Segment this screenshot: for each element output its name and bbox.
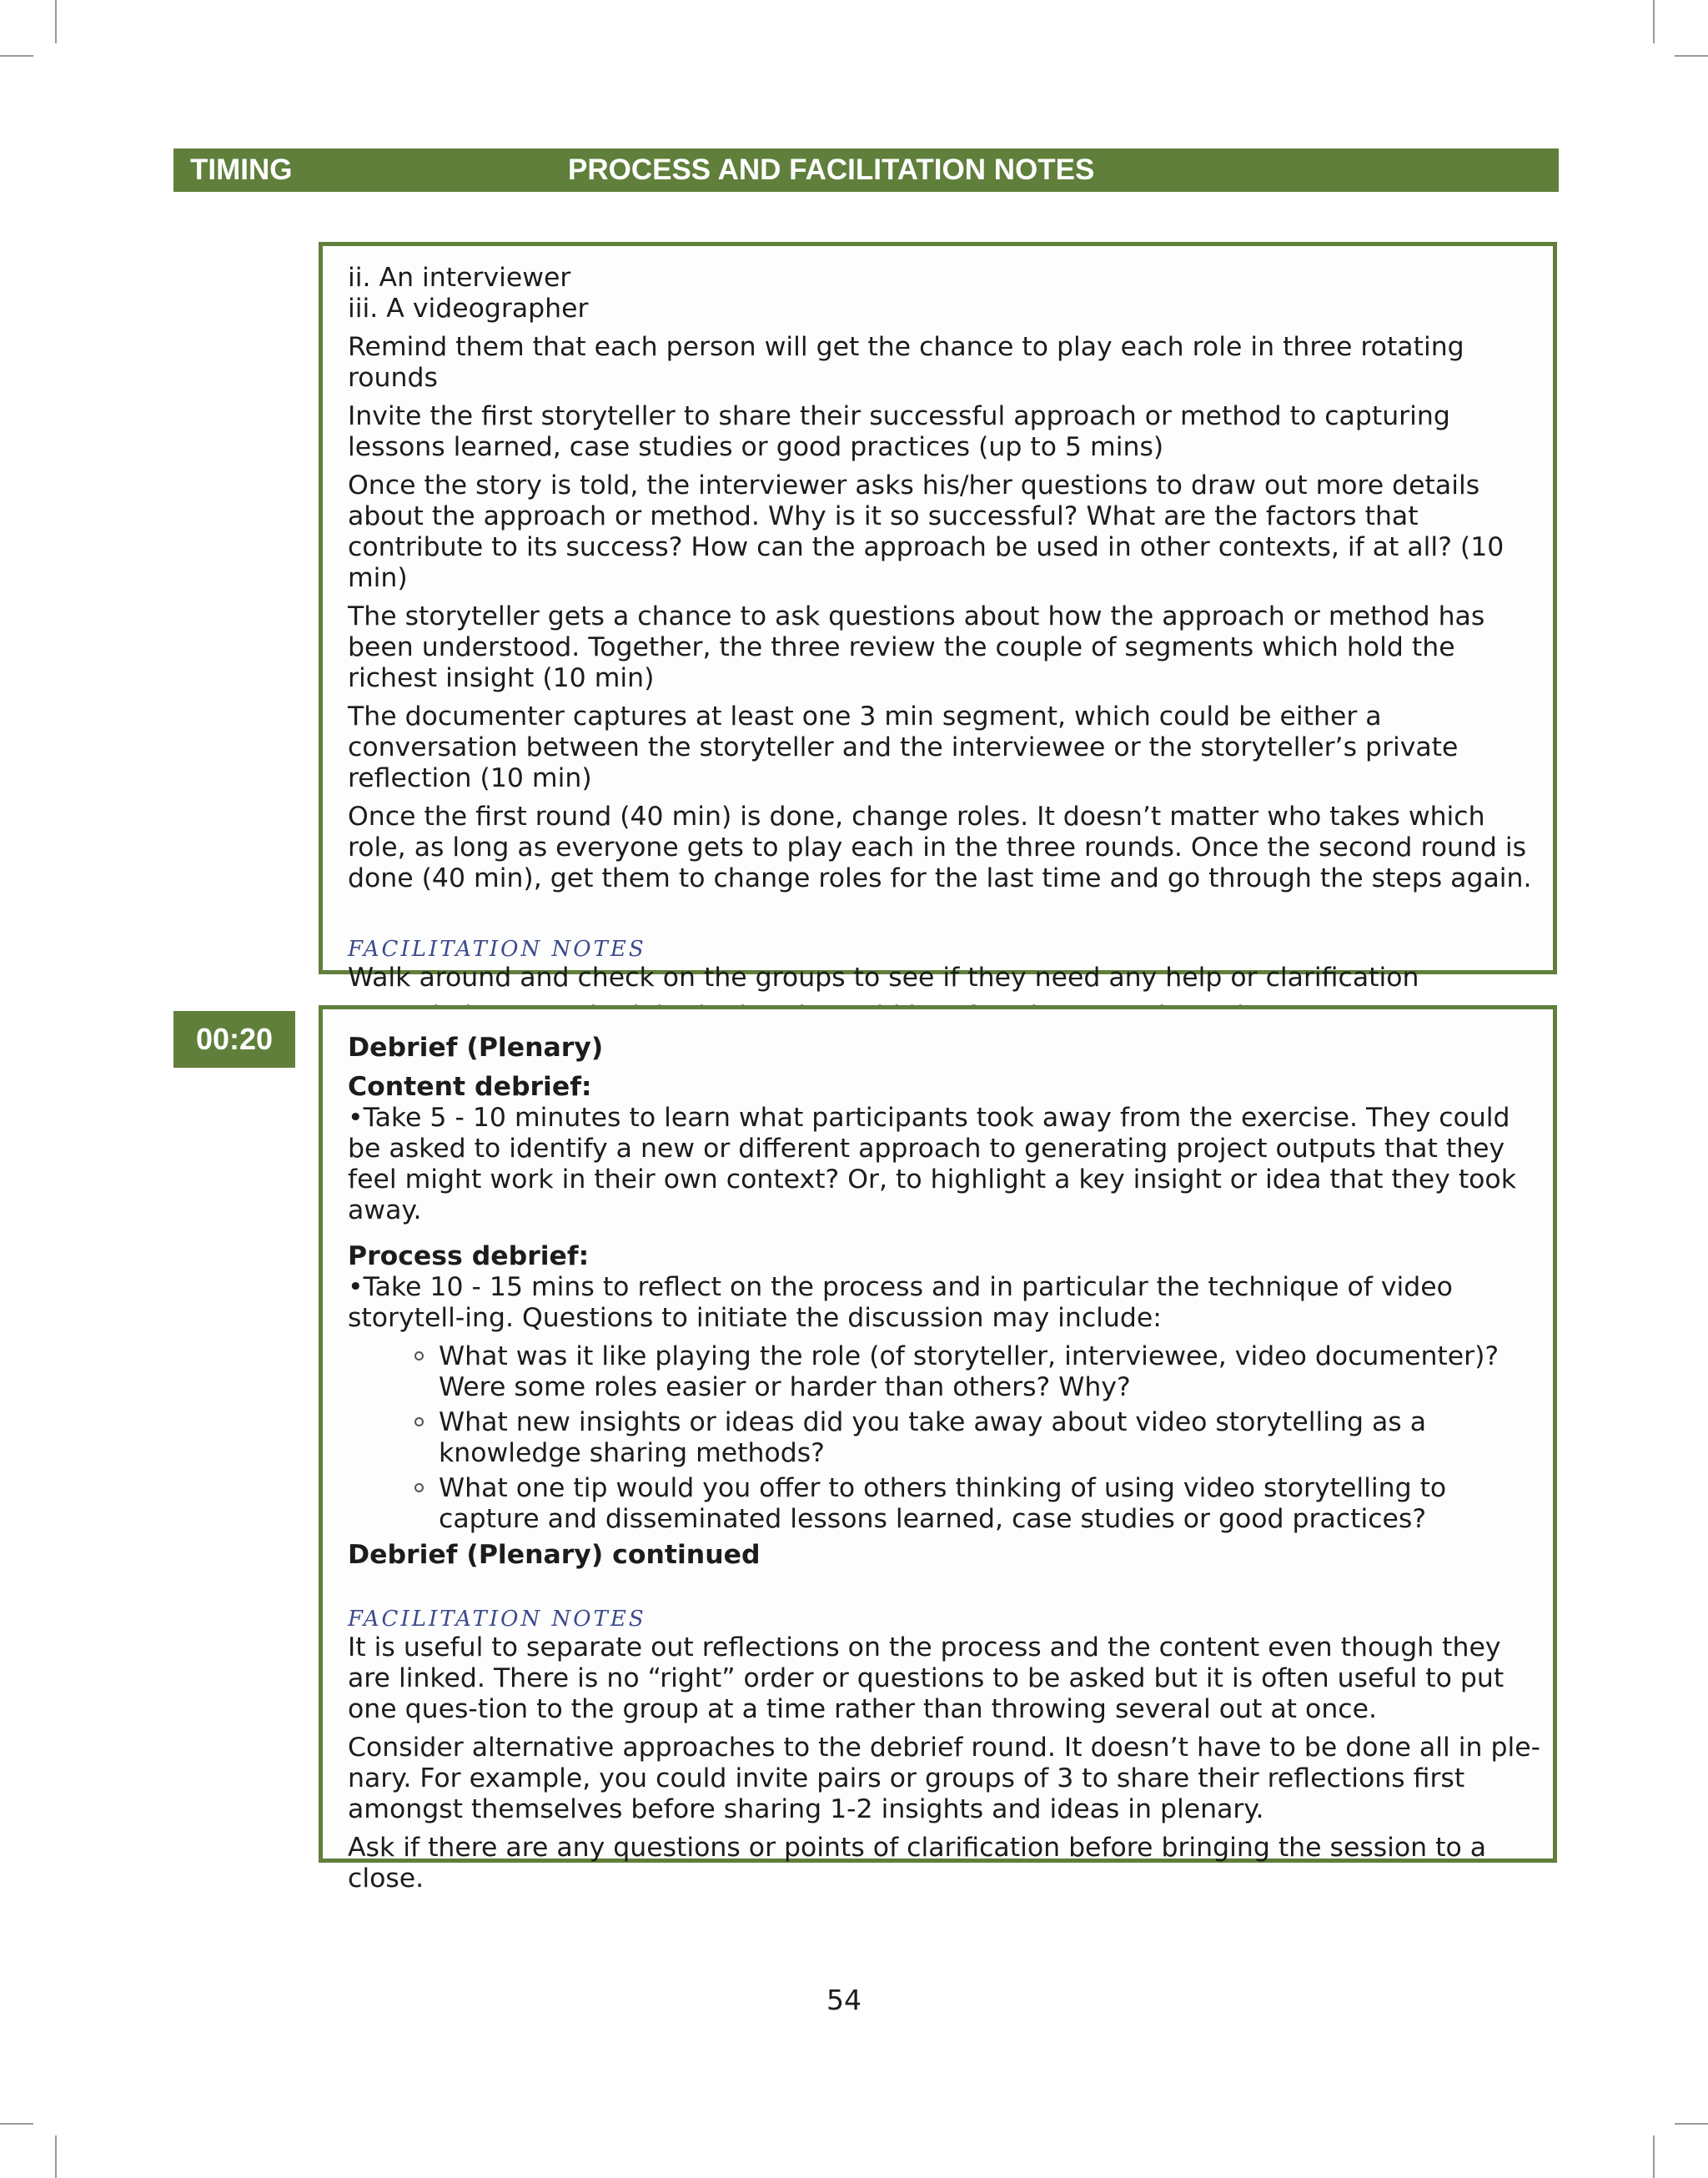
instruction-paragraph: Remind them that each person will get the chance to play each role in three rotating rounds bbox=[348, 332, 1464, 393]
question-text: What was it like playing the role (of storyteller, interviewee, video documenter)? Were some roles easier or harder than others? Why? bbox=[439, 1341, 1500, 1402]
debrief-title: Debrief (Plenary) bbox=[348, 1033, 604, 1063]
content-debrief-text: •Take 5 - 10 minutes to learn what participants took away from the exercise. They could be asked to identify a new or different approach to generating project outputs that they feel might work in their own context? Or, to highlight a key insight or idea that they took away. bbox=[348, 1103, 1516, 1225]
process-notes-box bbox=[319, 242, 1557, 993]
crop-mark bbox=[55, 0, 57, 43]
crop-mark bbox=[1653, 2135, 1655, 2178]
instruction-paragraph: Invite the first storyteller to share their successful approach or method to capturing lessons learned, case studies or good practices (up to 5 mins) bbox=[348, 401, 1450, 462]
bullet-circle-icon bbox=[414, 1483, 424, 1492]
instruction-paragraph: Once the first round (40 min) is done, change roles. It doesn’t matter who takes which role, as long as everyone gets to play each in the three rounds. Once the second round is done (40 min), get them to change roles for the last time and go through the steps again. bbox=[348, 802, 1532, 893]
content-debrief-heading: Content debrief: bbox=[348, 1072, 592, 1102]
instruction-paragraph: Once the story is told, the interviewer asks his/her questions to draw out more details about the approach or method. Why is it so successful? What are the factors that contribute to its success? How can the approach be used in other contexts, if at all? (10 min) bbox=[348, 470, 1505, 593]
facilitation-note: Ask if there are any questions or points of clarification before bringing the session to a close. bbox=[348, 1833, 1487, 1894]
list-item bbox=[348, 1473, 1541, 1535]
process-debrief-heading: Process debrief: bbox=[348, 1241, 590, 1271]
crop-mark bbox=[1653, 0, 1655, 43]
facilitation-note: It is useful to separate out reflections on the process and the content even though they are linked. There is no “right” order or questions to be asked but it is often useful to put one ques-tion to the group at a time rather than throwing several out at once. bbox=[348, 1632, 1505, 1724]
crop-mark bbox=[1675, 55, 1708, 57]
question-text: What one tip would you offer to others thinking of using video storytelling to capture and disseminated lessons learned, case studies or good practices? bbox=[439, 1473, 1447, 1534]
instruction-paragraph: The storyteller gets a chance to ask questions about how the approach or method has been understood. Together, the three review the couple of segments which hold the richest insight (10 min) bbox=[348, 601, 1485, 693]
facilitation-notes-heading: FACILITATION NOTES bbox=[348, 1607, 646, 1632]
timing-column-header: TIMING bbox=[190, 153, 293, 186]
debrief-continued: Debrief (Plenary) continued bbox=[348, 1540, 761, 1570]
crop-mark bbox=[1675, 2123, 1708, 2125]
list-item bbox=[348, 1341, 1541, 1403]
process-debrief-text: •Take 10 - 15 mins to reflect on the process and in particular the technique of video storytell-ing. Questions to initiate the discussion may include: bbox=[348, 1272, 1453, 1333]
role-line: ii. An interviewer bbox=[348, 263, 571, 293]
timing-badge: 00:20 bbox=[173, 1011, 295, 1068]
facilitation-notes-heading: FACILITATION NOTES bbox=[348, 937, 646, 962]
discussion-questions-list bbox=[348, 1341, 1541, 1535]
crop-mark bbox=[55, 2135, 57, 2178]
instruction-paragraph: The documenter captures at least one 3 min segment, which could be either a conversation between the storyteller and the interviewee or the storyteller’s private reflection (10 min) bbox=[348, 702, 1459, 793]
bullet-circle-icon bbox=[414, 1417, 424, 1426]
debrief-content bbox=[348, 1033, 1541, 1894]
question-text: What new insights or ideas did you take away about video storytelling as a knowledge sharing methods? bbox=[439, 1407, 1427, 1468]
role-line: iii. A videographer bbox=[348, 294, 589, 324]
facilitation-note: Consider alternative approaches to the debrief round. It doesn’t have to be done all in ple-nary. For example, you could invite pairs or groups of 3 to share their reflections first amongst themselves before sharing 1-2 insights and ideas in plenary. bbox=[348, 1733, 1540, 1824]
table-header bbox=[173, 148, 1559, 192]
process-notes-content bbox=[348, 263, 1541, 1032]
facilitation-note: Walk around and check on the groups to see if they need any help or clarification bbox=[348, 963, 1419, 993]
debrief-box bbox=[319, 1005, 1557, 1894]
page-number: 54 bbox=[826, 1984, 862, 2016]
crop-mark bbox=[0, 2123, 33, 2125]
notes-column-header: PROCESS AND FACILITATION NOTES bbox=[568, 153, 1095, 186]
crop-mark bbox=[0, 55, 33, 57]
bullet-circle-icon bbox=[414, 1351, 424, 1361]
list-item bbox=[348, 1407, 1541, 1469]
